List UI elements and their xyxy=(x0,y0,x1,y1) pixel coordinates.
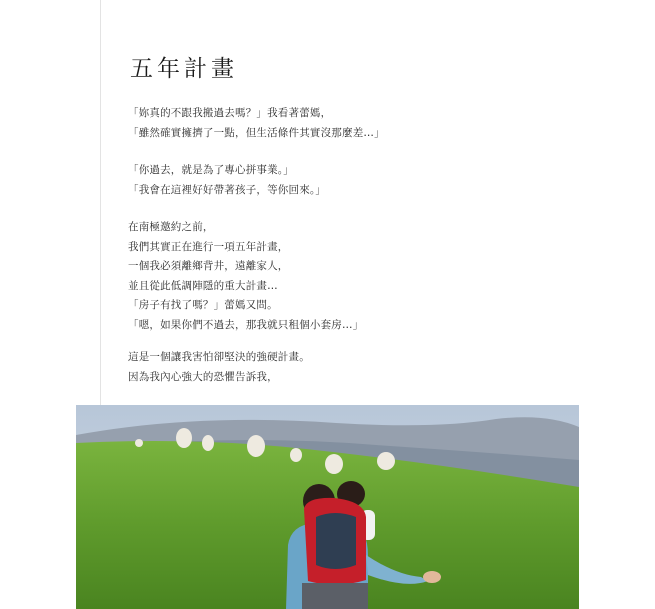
backpack-panel xyxy=(316,513,356,569)
text-line: 「雖然確實擁擠了一點，但生活條件其實沒那麼差…」 xyxy=(128,126,385,139)
paragraph-3 xyxy=(128,218,363,335)
text-line: 我們其實正在進行一項五年計畫， xyxy=(128,240,289,253)
sheep xyxy=(377,452,395,470)
text-line: 一個我必須離鄉背井，遠離家人， xyxy=(128,260,289,272)
text-line: 這是一個讓我害怕卻堅決的強硬計畫。 xyxy=(128,351,310,363)
sheep xyxy=(202,435,214,451)
text-line: 「房子有找了嗎？」蕾媽又問。 xyxy=(128,299,278,311)
hand xyxy=(423,571,441,583)
text-line: 「妳真的不跟我搬過去嗎？」我看著蕾媽， xyxy=(128,107,332,119)
sheep xyxy=(290,448,302,462)
sheep xyxy=(325,454,343,474)
sheep xyxy=(247,435,265,457)
backpack-frame xyxy=(302,583,368,609)
text-line: 「我會在這裡好好帶著孩子，等你回來。」 xyxy=(128,183,327,196)
sheep xyxy=(135,439,143,447)
page-gutter-line xyxy=(100,0,101,405)
paragraph-2 xyxy=(128,161,326,200)
paragraph-4 xyxy=(128,348,310,387)
text-line: 「你過去，就是為了專心拼事業。」 xyxy=(128,164,294,176)
text-line: 在南極邀約之前， xyxy=(128,221,214,233)
text-line: 並且從此低調陣隱的重大計畫… xyxy=(128,279,278,292)
paragraph-1 xyxy=(128,104,385,143)
sheep xyxy=(176,428,192,448)
hillside-photo xyxy=(76,405,579,609)
text-line: 「嗯，如果你們不過去，那我就只租個小套房…」 xyxy=(128,318,364,331)
text-line: 因為我內心強大的恐懼告訴我， xyxy=(128,370,278,383)
page-title: 五年計畫 xyxy=(130,56,238,82)
